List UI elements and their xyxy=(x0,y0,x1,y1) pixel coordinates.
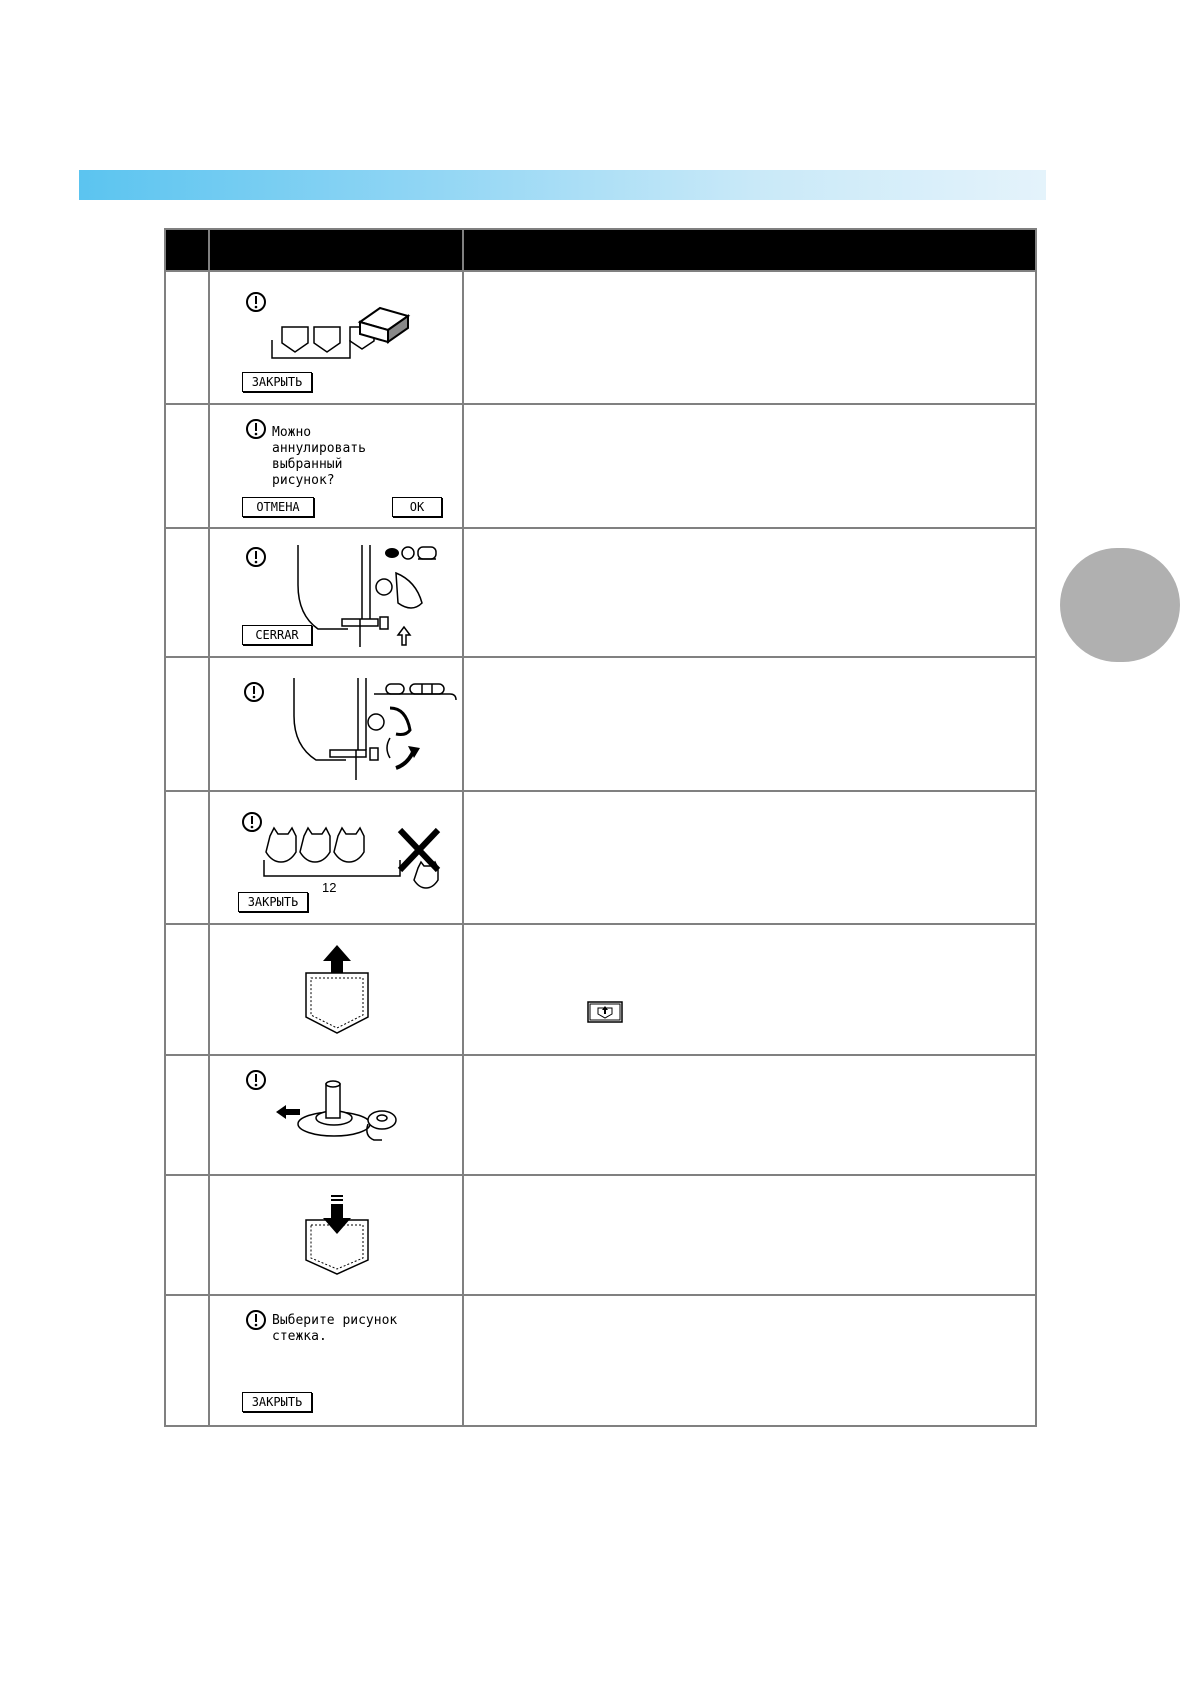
table-header-row xyxy=(165,229,1036,271)
lcd-screen-cell xyxy=(209,924,463,1055)
error-message-table xyxy=(164,228,1037,1427)
pattern-count: 12 xyxy=(322,880,337,895)
pocket-button-icon xyxy=(587,1001,623,1023)
lcd-screen-cell xyxy=(209,791,463,924)
bobbin-winder-icon xyxy=(298,1081,396,1140)
table-row xyxy=(165,1175,1036,1295)
close-button[interactable]: CERRAR xyxy=(242,625,312,645)
cause-cell xyxy=(463,1175,1036,1295)
warning-icon xyxy=(247,1071,265,1089)
presser-foot-lever-illustration xyxy=(210,658,464,788)
cause-cell xyxy=(463,657,1036,791)
table-row xyxy=(165,1295,1036,1426)
warning-icon xyxy=(247,548,265,566)
row-number-cell xyxy=(165,1055,209,1175)
row-number-cell xyxy=(165,1175,209,1295)
table-row xyxy=(165,528,1036,657)
row-number-cell xyxy=(165,1295,209,1426)
warning-icon xyxy=(247,420,265,438)
row-number-cell xyxy=(165,528,209,657)
close-button[interactable]: ЗАКРЫТЬ xyxy=(242,1392,312,1412)
cancel-button[interactable]: ОТМЕНА xyxy=(242,497,314,517)
select-stitch-message: Выберите рисунок стежка. xyxy=(272,1313,398,1344)
lcd-screen-cell xyxy=(209,1295,463,1426)
cause-cell xyxy=(463,404,1036,528)
pocket-icon xyxy=(306,973,368,1033)
pocket-up-illustration xyxy=(210,925,464,1052)
warning-icon xyxy=(247,293,265,311)
warning-icon xyxy=(245,683,263,701)
table-row xyxy=(165,404,1036,528)
ok-button[interactable]: OK xyxy=(392,497,442,517)
cause-cell xyxy=(463,271,1036,404)
row-number-cell xyxy=(165,271,209,404)
bobbin-winder-illustration xyxy=(210,1056,464,1172)
arrow-left-icon xyxy=(276,1105,300,1119)
lcd-screen-cell xyxy=(209,271,463,404)
cause-cell xyxy=(463,1295,1036,1426)
cause-cell xyxy=(463,1055,1036,1175)
lcd-screen-cell xyxy=(209,404,463,528)
warning-icon xyxy=(243,813,261,831)
header-cell-message xyxy=(209,229,463,271)
eraser-icon xyxy=(360,308,408,342)
warning-icon xyxy=(247,1311,265,1329)
header-cell-number xyxy=(165,229,209,271)
cancel-pattern-message: Можно аннулировать выбранный рисунок? xyxy=(272,425,366,488)
row-number-cell xyxy=(165,657,209,791)
close-button[interactable]: ЗАКРЫТЬ xyxy=(238,892,308,912)
table-row xyxy=(165,924,1036,1055)
section-header-banner xyxy=(79,170,1046,200)
arrow-up-icon xyxy=(398,627,410,645)
lcd-screen-cell xyxy=(209,1055,463,1175)
table-row xyxy=(165,657,1036,791)
lcd-screen-cell xyxy=(209,528,463,657)
table-row xyxy=(165,791,1036,924)
chapter-tab xyxy=(1060,548,1180,662)
close-button[interactable]: ЗАКРЫТЬ xyxy=(242,372,312,392)
cause-cell xyxy=(463,924,1036,1055)
table-row xyxy=(165,1055,1036,1175)
row-number-cell xyxy=(165,791,209,924)
row-number-cell xyxy=(165,924,209,1055)
lcd-screen-cell xyxy=(209,657,463,791)
header-cell-cause xyxy=(463,229,1036,271)
cause-cell xyxy=(463,528,1036,657)
pocket-down-illustration xyxy=(210,1176,464,1292)
lcd-screen-cell xyxy=(209,1175,463,1295)
row-number-cell xyxy=(165,404,209,528)
table-row xyxy=(165,271,1036,404)
curved-arrow-icon xyxy=(396,746,420,768)
x-mark-icon xyxy=(400,830,438,870)
cause-cell xyxy=(463,791,1036,924)
